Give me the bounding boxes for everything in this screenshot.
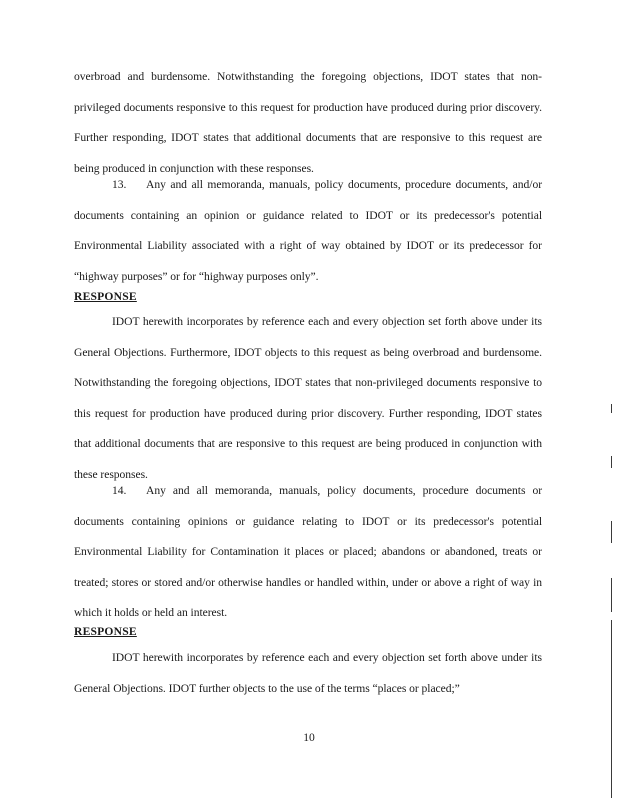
scan-edge-mark <box>611 521 612 543</box>
request-14 <box>74 476 542 629</box>
request-13-number: 13. <box>112 178 127 191</box>
scan-edge-mark <box>611 456 612 468</box>
response-heading-2: RESPONSE <box>74 625 137 638</box>
response-1-paragraph <box>74 307 542 491</box>
response-heading-1: RESPONSE <box>74 290 137 303</box>
request-14-number: 14. <box>112 484 127 497</box>
continuation-text: overbroad and burdensome. Notwithstanding the foregoing objections, IDOT states that non-privileged documents responsive to this request for production have produced during prior discovery. Further responding, IDOT states that additional documents that are responsive to this request are being produced in conjunction with these responses. <box>74 70 542 175</box>
page-number: 10 <box>303 731 315 744</box>
scan-edge-mark <box>611 578 612 612</box>
request-14-text: Any and all memoranda, manuals, policy documents, procedure documents or documents containing opinions or guidance relating to IDOT or its predecessor's potential Environmental Liability for Contamination it places or placed; abandons or abandoned, treats or treated; stores or stored and/or otherwise handles or handled within, under or above a right of way in which it holds or held an interest. <box>74 484 542 620</box>
scan-edge-mark <box>611 404 612 413</box>
scan-edge-mark <box>611 620 612 798</box>
request-14-paragraph <box>74 476 542 629</box>
response-2-paragraph <box>74 643 542 704</box>
request-13 <box>74 170 542 292</box>
request-13-paragraph <box>74 170 542 292</box>
response-2-text: IDOT herewith incorporates by reference each and every objection set forth above under its General Objections. IDOT further objects to the use of the terms “places or placed;” <box>74 651 542 695</box>
response-1-text: IDOT herewith incorporates by reference each and every objection set forth above under its General Objections. Furthermore, IDOT objects to this request as being overbroad and burdensome. Notwithstanding the foregoing objections, IDOT states that non-privileged documents responsive to this request for production have produced during prior discovery. Further responding, IDOT states that additional documents that are responsive to this request are being produced in conjunction with these responses. <box>74 315 542 481</box>
continuation-paragraph <box>74 62 542 184</box>
request-13-text: Any and all memoranda, manuals, policy documents, procedure documents, and/or documents containing an opinion or guidance related to IDOT or its predecessor's potential Environmental Liability associated with a right of way obtained by IDOT or its predecessor for “highway purposes” or for “highway purposes only”. <box>74 178 542 283</box>
